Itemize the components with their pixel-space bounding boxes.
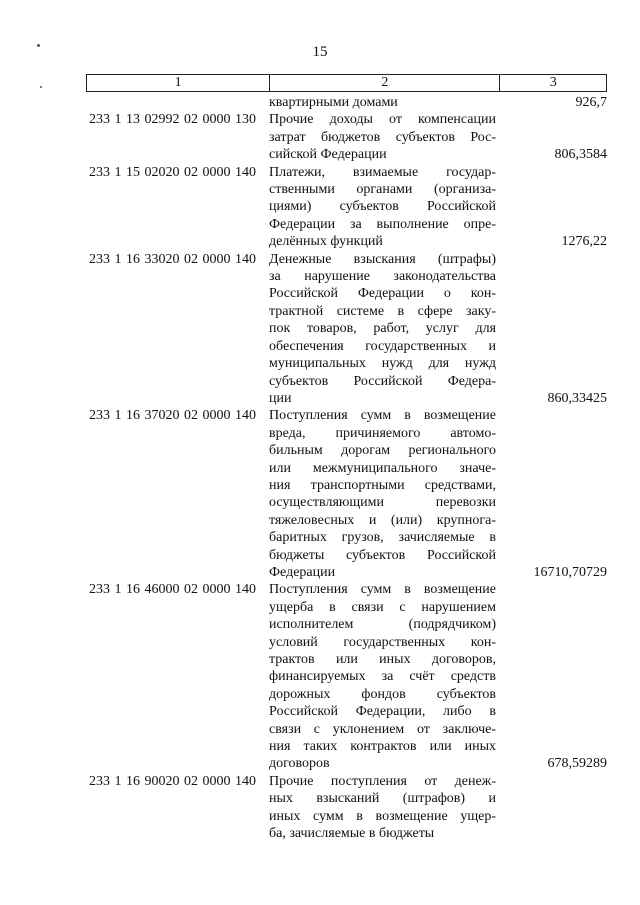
description-line: ния транспортными средствами,	[269, 477, 496, 493]
description-line: циями) субъектов Российской	[269, 199, 496, 215]
description-line: Федерации	[269, 564, 336, 580]
header-col-1: 1	[174, 75, 182, 90]
description-line: баритных грузов, зачисляемые в	[269, 530, 496, 546]
page-number: 15	[312, 44, 328, 60]
description-line: делённых функций	[269, 234, 383, 250]
description-line: бильным дорогам регионального	[269, 443, 496, 459]
description-line: затрат бюджетов субъектов Рос-	[269, 129, 496, 145]
income-description	[269, 164, 496, 251]
income-description	[269, 94, 496, 111]
income-description	[269, 407, 496, 581]
amount-cell	[496, 111, 607, 163]
amount-cell	[496, 581, 607, 772]
description-line: Российской Федерации, либо в	[269, 704, 496, 720]
description-line: дорожных фондов субъектов	[269, 686, 496, 702]
budget-code: 233 1 16 46000 02 0000 140	[89, 582, 256, 598]
amount-value: 16710,70729	[533, 564, 607, 580]
description-line: Прочие доходы от компенсации	[269, 112, 496, 128]
table-row	[86, 94, 607, 111]
table-row	[86, 407, 607, 581]
income-description	[269, 111, 496, 163]
description-line: Федерации за выполнение опре-	[269, 216, 496, 232]
description-line: тяжеловесных и (или) крупнога-	[269, 512, 496, 528]
description-line: ции	[269, 390, 292, 406]
description-line: осуществляющими перевозки	[269, 495, 496, 511]
description-line: исполнителем (подрядчиком)	[269, 617, 496, 633]
budget-code: 233 1 16 33020 02 0000 140	[89, 251, 256, 267]
description-line: муниципальных нужд для нужд	[269, 356, 496, 372]
income-description	[269, 251, 496, 408]
description-line: квартирными домами	[269, 95, 398, 110]
income-description	[269, 581, 496, 772]
description-line: или межмуниципального значе-	[269, 460, 496, 476]
income-description	[269, 773, 496, 843]
table-row	[86, 111, 607, 163]
table-row	[86, 773, 607, 843]
description-line: условий государственных кон-	[269, 634, 496, 650]
description-line: ба, зачисляемые в бюджеты	[269, 826, 435, 842]
scan-speck	[40, 86, 42, 88]
description-line: пок товаров, работ, услуг для	[269, 321, 496, 337]
amount-value: 1276,22	[561, 234, 607, 250]
description-line: Денежные взыскания (штрафы)	[269, 251, 496, 267]
table-row	[86, 581, 607, 772]
amount-value: 806,3584	[554, 147, 607, 163]
budget-code: 233 1 15 02020 02 0000 140	[89, 164, 256, 180]
description-line: Прочие поступления от денеж-	[269, 773, 496, 789]
header-col-3: 3	[499, 75, 606, 91]
description-line: Платежи, взимаемые государ-	[269, 164, 496, 180]
amount-cell	[496, 773, 607, 843]
description-line: Поступления сумм в возмещение	[269, 582, 496, 598]
table-row	[86, 251, 607, 408]
description-line: субъектов Российской Федера-	[269, 373, 496, 389]
description-line: бюджеты субъектов Российской	[269, 547, 496, 563]
table-header	[86, 74, 607, 92]
description-line: за нарушение законодательства	[269, 269, 496, 285]
description-line: ных взысканий (штрафов) и	[269, 791, 496, 807]
description-line: вреда, причиняемого автомо-	[269, 425, 496, 441]
amount-value: 678,59289	[547, 756, 607, 772]
description-line: ственными органами (организа-	[269, 182, 496, 198]
table-body	[86, 94, 607, 842]
description-line: договоров	[269, 756, 330, 772]
description-line: трактной системе в сфере заку-	[269, 303, 496, 319]
budget-code: 233 1 13 02992 02 0000 130	[89, 112, 256, 128]
amount-cell	[496, 251, 607, 408]
amount-value: 926,7	[575, 95, 607, 110]
header-col-2: 2	[269, 75, 499, 91]
description-line: трактов или иных договоров,	[269, 652, 496, 667]
budget-code: 233 1 16 37020 02 0000 140	[89, 408, 256, 424]
amount-cell	[496, 164, 607, 251]
description-line: ния таких контрактов или иных	[269, 739, 496, 755]
description-line: Российской Федерации о кон-	[269, 286, 496, 302]
description-line: сийской Федерации	[269, 147, 387, 163]
budget-code: 233 1 16 90020 02 0000 140	[89, 773, 256, 789]
description-line: ущерба в связи с нарушением	[269, 599, 496, 615]
description-line: Поступления сумм в возмещение	[269, 408, 496, 424]
description-line: связи с уклонением от заключе-	[269, 721, 496, 737]
description-line: иных сумм в возмещение ущер-	[269, 808, 496, 824]
table-row	[86, 164, 607, 251]
amount-cell	[496, 94, 607, 111]
amount-cell	[496, 407, 607, 581]
description-line: обеспечения государственных и	[269, 338, 496, 354]
description-line: финансируемых за счёт средств	[269, 669, 496, 685]
amount-value: 860,33425	[547, 390, 607, 406]
